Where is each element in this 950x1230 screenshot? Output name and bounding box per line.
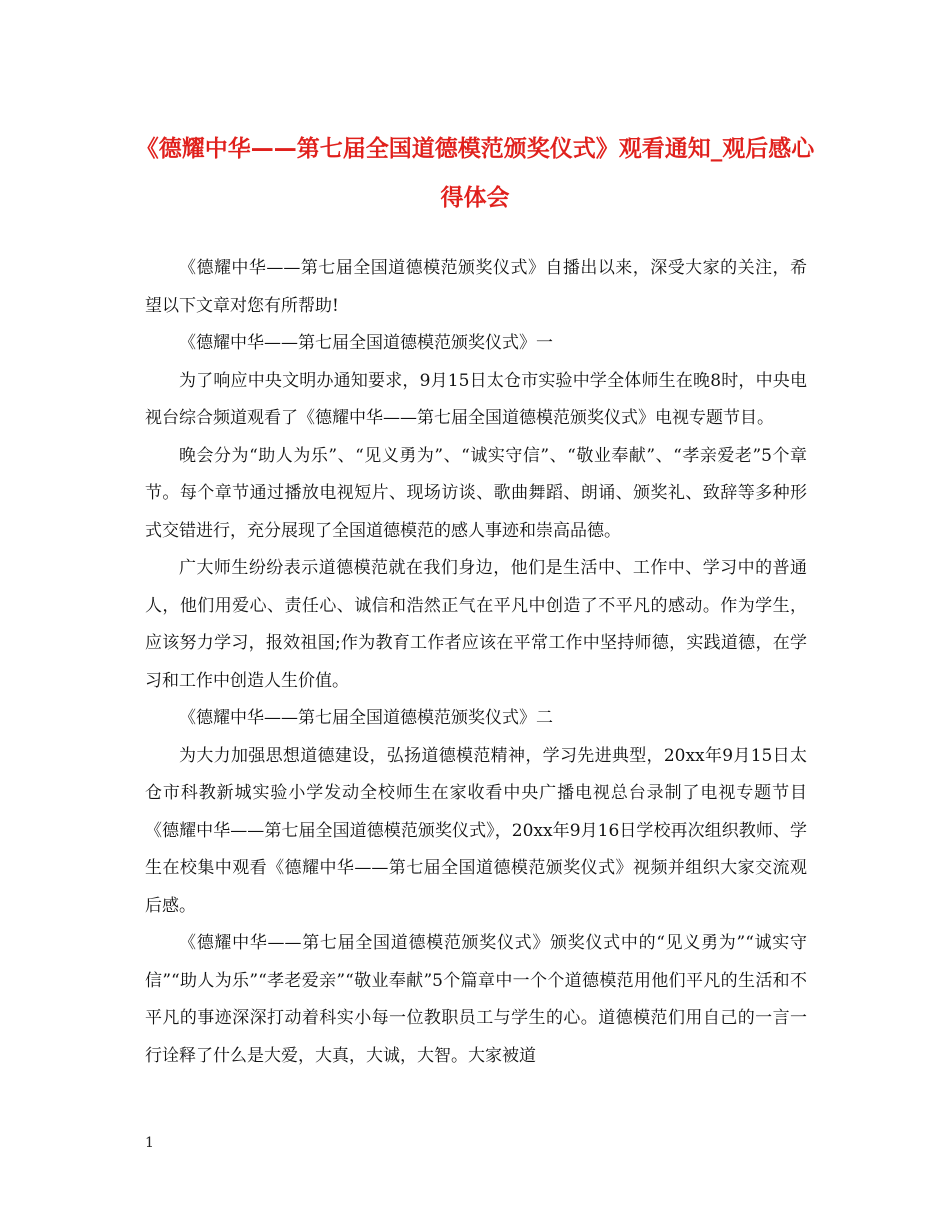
page-number: 1 [145,1135,154,1151]
paragraph-intro: 《德耀中华——第七届全国道德模范颁奖仪式》自播出以来，深受大家的关注，希望以下文章对您有所帮助! [145,258,807,316]
paragraph: 《德耀中华——第七届全国道德模范颁奖仪式》颁奖仪式中的“见义勇为”“诚实守信”“助人为乐”“孝老爱亲”“敬业奉献”5个篇章中一个个道德模范用他们平凡的生活和不平凡的事迹深深打动着科实小每一位教职员工与学生的心。道德模范们用自己的一言一行诠释了什么是大爱，大真，大诚，大智。大家被道 [145,933,807,1066]
paragraph: 晚会分为“助人为乐”、“见义勇为”、“诚实守信”、“敬业奉献”、“孝亲爱老”5个章节。每个章节通过播放电视短片、现场访谈、歌曲舞蹈、朗诵、颁奖礼、致辞等多种形式交错进行，充分展现了全国道德模范的感人事迹和崇高品德。 [145,445,807,541]
section-heading-two: 《德耀中华——第七届全国道德模范颁奖仪式》二 [179,708,553,728]
paragraph: 为大力加强思想道德建设，弘扬道德模范精神，学习先进典型，20xx年9月15日太仓市科教新城实验小学发动全校师生在家收看中央广播电视总台录制了电视专题节目《德耀中华——第七届全国道德模范颁奖仪式》，20xx年9月16日学校再次组织教师、学生在校集中观看《德耀中华——第七届全国道德模范颁奖仪式》视频并组织大家交流观后感。 [145,745,807,916]
section-heading-one: 《德耀中华——第七届全国道德模范颁奖仪式》一 [179,333,553,353]
document-body [145,250,807,1075]
paragraph: 为了响应中央文明办通知要求，9月15日太仓市实验中学全体师生在晚8时，中央电视台综合频道观看了《德耀中华——第七届全国道德模范颁奖仪式》电视专题节目。 [145,370,807,428]
document-title: 《德耀中华——第七届全国道德模范颁奖仪式》观看通知_观后感心得体会 [135,136,815,211]
paragraph: 广大师生纷纷表示道德模范就在我们身边，他们是生活中、工作中、学习中的普通人，他们用爱心、责任心、诚信和浩然正气在平凡中创造了不平凡的感动。作为学生，应该努力学习，报效祖国;作为教育工作者应该在平常工作中坚持师德，实践道德，在学习和工作中创造人生价值。 [145,558,807,691]
